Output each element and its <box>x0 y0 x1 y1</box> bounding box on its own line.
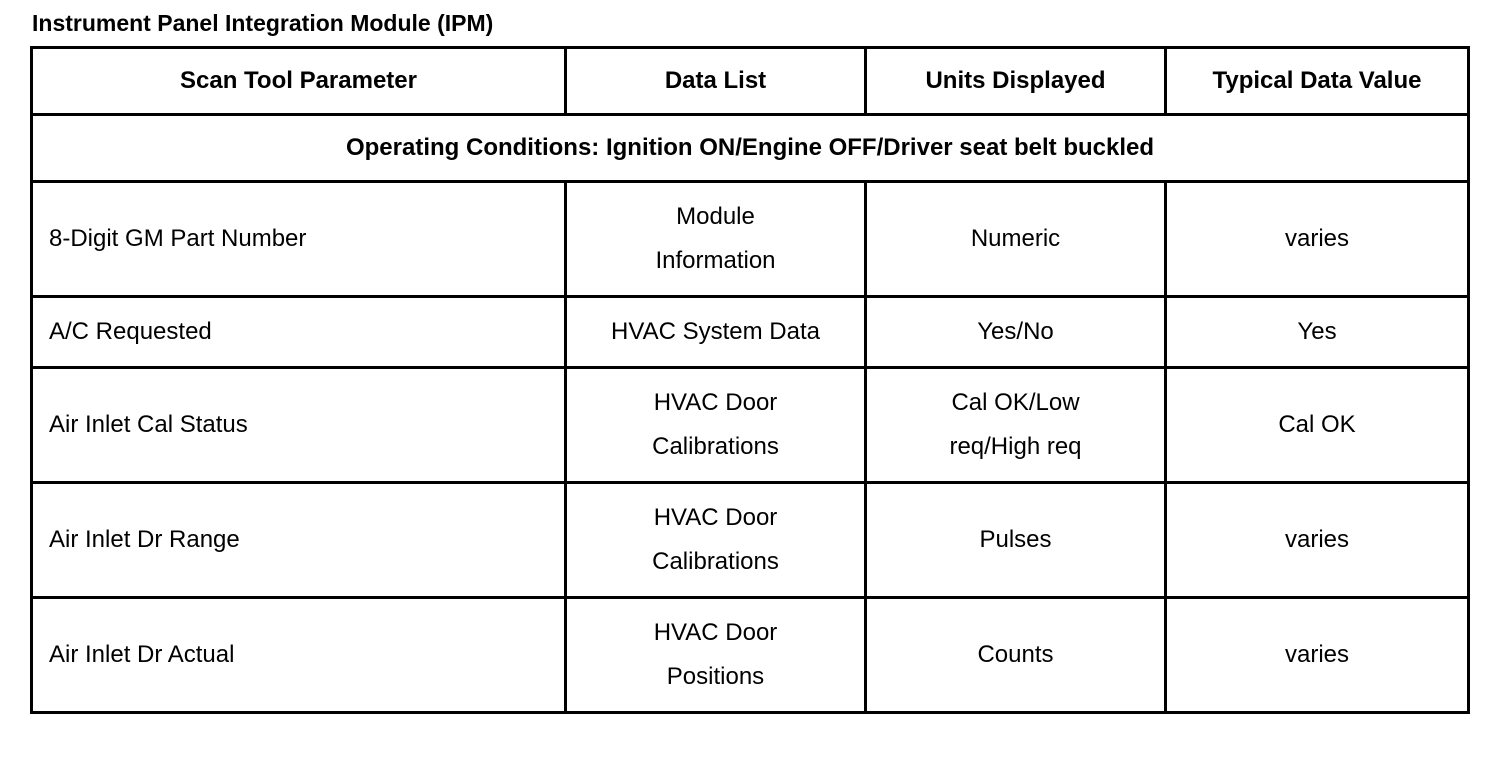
cell-value: varies <box>1166 483 1469 598</box>
cell-units-line: Cal OK/Low <box>951 389 1080 416</box>
cell-data-list <box>566 297 866 368</box>
cell-data-list <box>566 598 866 713</box>
cell-parameter: Air Inlet Dr Actual <box>32 598 566 713</box>
cell-data-list-line: Module <box>676 203 755 230</box>
cell-units-line: Numeric <box>970 225 1061 252</box>
table-row <box>32 297 1469 368</box>
cell-units-line: Pulses <box>979 526 1052 553</box>
cell-units-line: req/High req <box>949 433 1082 460</box>
cell-data-list <box>566 483 866 598</box>
cell-data-list-line: Information <box>655 247 776 274</box>
table-row <box>32 598 1469 713</box>
cell-units <box>866 297 1166 368</box>
cell-data-list-line: Positions <box>666 663 765 690</box>
table-row <box>32 483 1469 598</box>
operating-conditions-row <box>32 115 1469 182</box>
cell-data-list-line: HVAC Door <box>653 504 778 531</box>
table-row <box>32 368 1469 483</box>
cell-units-line: Counts <box>977 641 1054 668</box>
cell-data-list-line: HVAC System Data <box>611 318 820 345</box>
data-table <box>30 46 1470 714</box>
cell-units <box>866 483 1166 598</box>
cell-value: Yes <box>1166 297 1469 368</box>
cell-data-list <box>566 182 866 297</box>
cell-units <box>866 368 1166 483</box>
cell-data-list-line: Calibrations <box>652 433 779 460</box>
cell-data-list <box>566 368 866 483</box>
cell-units-line: Yes/No <box>977 318 1054 345</box>
cell-parameter: A/C Requested <box>32 297 566 368</box>
header-scan-tool-parameter: Scan Tool Parameter <box>32 48 566 115</box>
cell-data-list-line: HVAC Door <box>653 389 778 416</box>
header-typical-data-value: Typical Data Value <box>1166 48 1469 115</box>
header-data-list: Data List <box>566 48 866 115</box>
cell-value: varies <box>1166 182 1469 297</box>
table-row <box>32 182 1469 297</box>
cell-data-list-line: Calibrations <box>652 548 779 575</box>
cell-parameter: 8-Digit GM Part Number <box>32 182 566 297</box>
cell-parameter: Air Inlet Cal Status <box>32 368 566 483</box>
cell-parameter: Air Inlet Dr Range <box>32 483 566 598</box>
cell-data-list-line: HVAC Door <box>653 619 778 646</box>
operating-conditions: Operating Conditions: Ignition ON/Engine OFF/Driver seat belt buckled <box>32 115 1469 182</box>
cell-units <box>866 182 1166 297</box>
header-row <box>32 48 1469 115</box>
cell-value: Cal OK <box>1166 368 1469 483</box>
document-title: Instrument Panel Integration Module (IPM) <box>32 10 494 36</box>
header-units-displayed: Units Displayed <box>866 48 1166 115</box>
cell-units <box>866 598 1166 713</box>
cell-value: varies <box>1166 598 1469 713</box>
